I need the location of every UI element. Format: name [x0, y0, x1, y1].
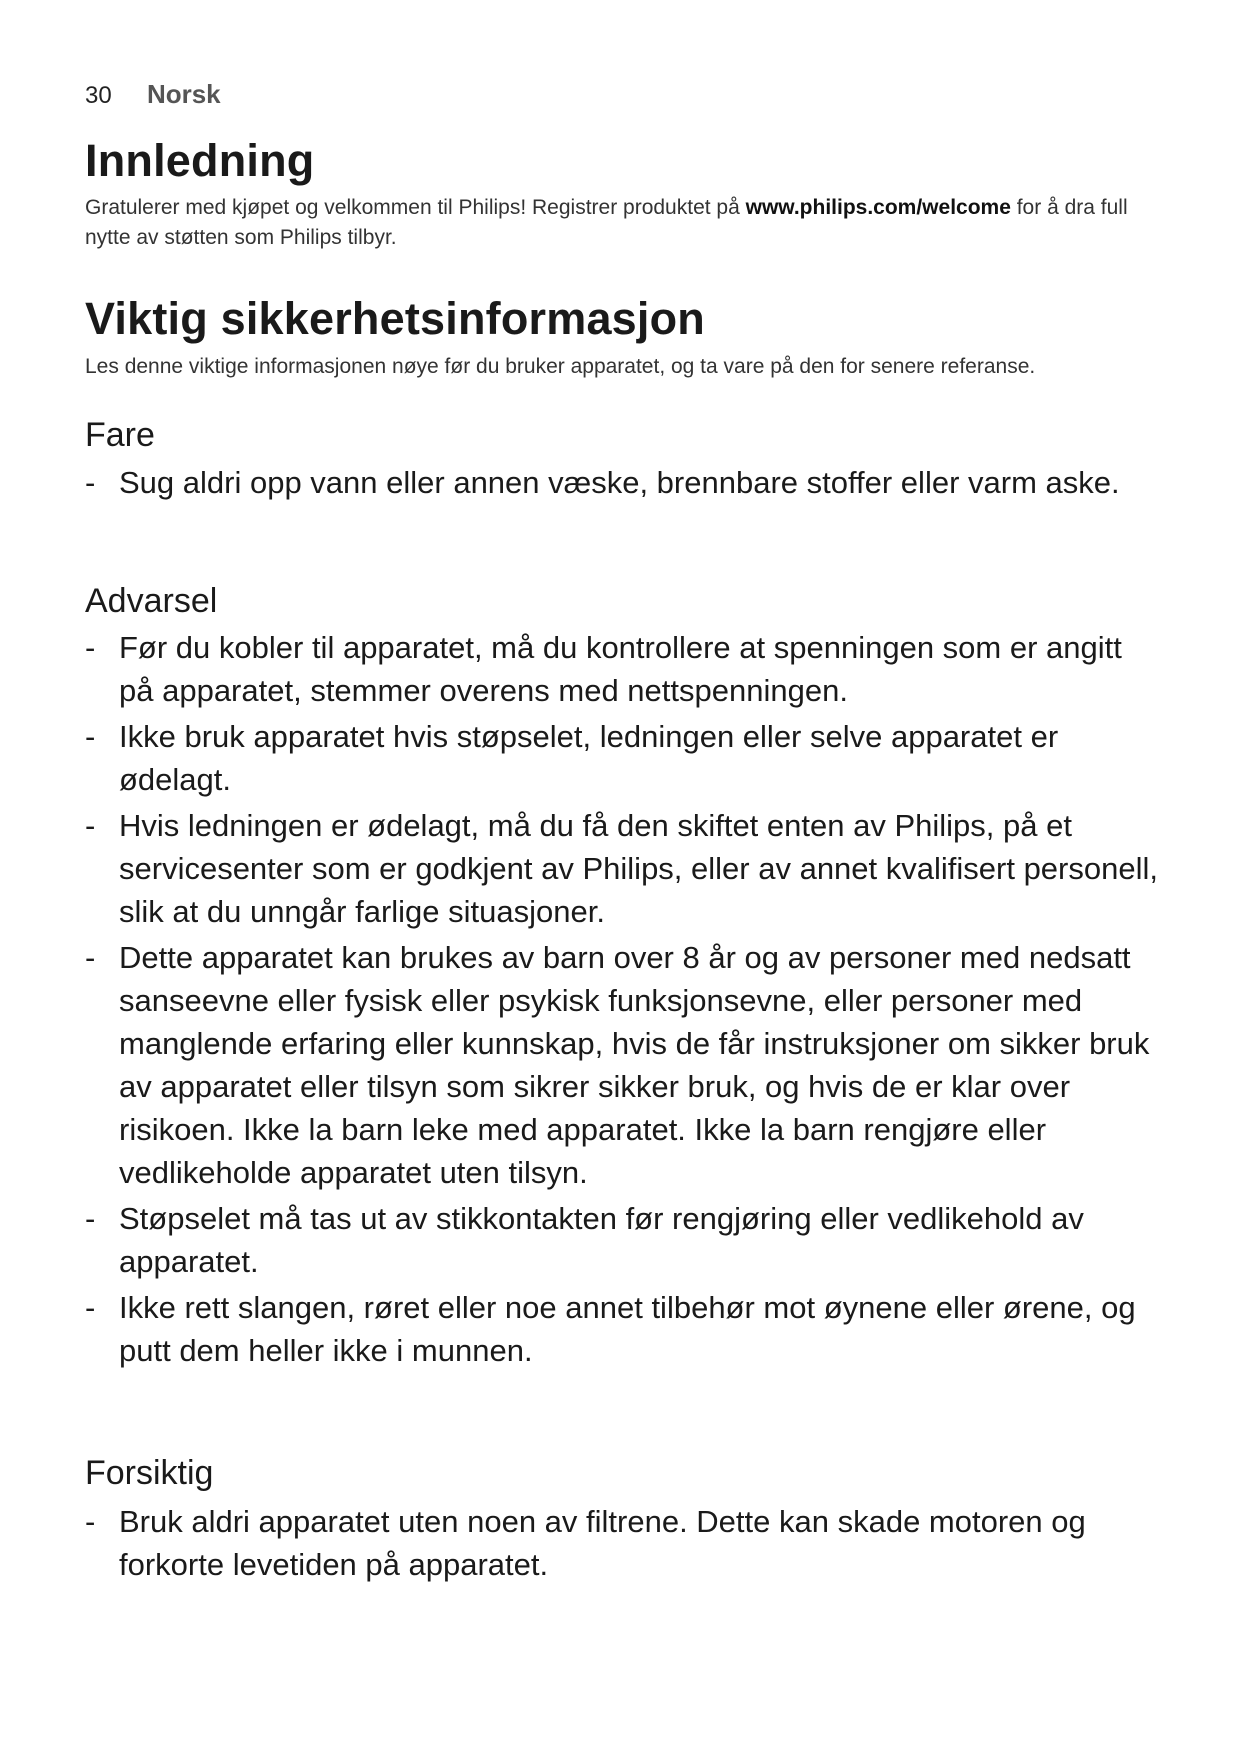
list-item — [85, 936, 1160, 1194]
bullet-dash: - — [85, 465, 96, 500]
welcome-url: www.philips.com/welcome — [745, 196, 1011, 219]
bullet-dash: - — [85, 1504, 96, 1539]
list-item — [85, 1500, 1160, 1586]
danger-heading: Fare — [85, 416, 155, 454]
intro-heading: Innledning — [85, 135, 315, 186]
caution-list — [85, 1500, 1160, 1589]
safety-lead-paragraph: Les denne viktige informasjonen nøye før du bruker apparatet, og ta vare på den for senere referanse. — [85, 355, 1036, 378]
list-item-text: Hvis ledningen er ødelagt, må du få den skiftet enten av Philips, på et servicesenter som er godkjent av Philips, eller av annet kvalifisert personell, slik at du unngår farlige situasjoner. — [119, 808, 1158, 929]
bullet-dash: - — [85, 1290, 96, 1325]
language-label: Norsk — [146, 79, 221, 109]
list-item-text: Ikke bruk apparatet hvis støpselet, ledningen eller selve apparatet er ødelagt. — [119, 719, 1059, 797]
list-item-text: Dette apparatet kan brukes av barn over 8 år og av personer med nedsatt sanseevne eller fysisk eller psykisk funksjonsevne, eller personer med manglende erfaring eller kunnskap, hvis de får instruksjoner om sikker bruk av apparatet eller tilsyn som sikrer sikker bruk, og hvis de er klar over risikoen. Ikke la barn leke med apparatet. Ikke la barn rengjøre eller vedlikeholde apparatet uten tilsyn. — [119, 940, 1150, 1190]
intro-paragraph — [85, 193, 1170, 253]
bullet-dash: - — [85, 630, 96, 665]
bullet-dash: - — [85, 940, 96, 975]
list-item-text: Før du kobler til apparatet, må du kontrollere at spenningen som er angitt på apparatet, stemmer overens med nettspenningen. — [119, 630, 1122, 708]
bullet-dash: - — [85, 808, 96, 843]
list-item — [85, 1197, 1160, 1283]
page-number: 30 — [85, 82, 112, 109]
list-item-text: Ikke rett slangen, røret eller noe annet tilbehør mot øynene eller ørene, og putt dem heller ikke i munnen. — [119, 1290, 1136, 1368]
safety-heading: Viktig sikkerhetsinformasjon — [85, 293, 705, 344]
list-item — [85, 804, 1160, 933]
intro-text-after: for å dra full nytte av støtten som Philips tilbyr. — [85, 196, 1128, 249]
running-header — [85, 78, 221, 112]
list-item — [85, 715, 1160, 801]
list-item-text: Støpselet må tas ut av stikkontakten før rengjøring eller vedlikehold av apparatet. — [119, 1201, 1084, 1279]
bullet-dash: - — [85, 1201, 96, 1236]
intro-text-before: Gratulerer med kjøpet og velkommen til Philips! Registrer produktet på — [85, 196, 746, 219]
list-item — [85, 461, 1160, 504]
warning-list — [85, 626, 1160, 1375]
warning-heading: Advarsel — [85, 582, 218, 620]
list-item-text: Bruk aldri apparatet uten noen av filtrene. Dette kan skade motoren og forkorte levetiden på apparatet. — [119, 1504, 1086, 1582]
bullet-dash: - — [85, 719, 96, 754]
caution-heading: Forsiktig — [85, 1454, 214, 1492]
list-item — [85, 1286, 1160, 1372]
list-item — [85, 626, 1160, 712]
danger-list — [85, 461, 1160, 507]
list-item-text: Sug aldri opp vann eller annen væske, brennbare stoffer eller varm aske. — [119, 465, 1120, 500]
